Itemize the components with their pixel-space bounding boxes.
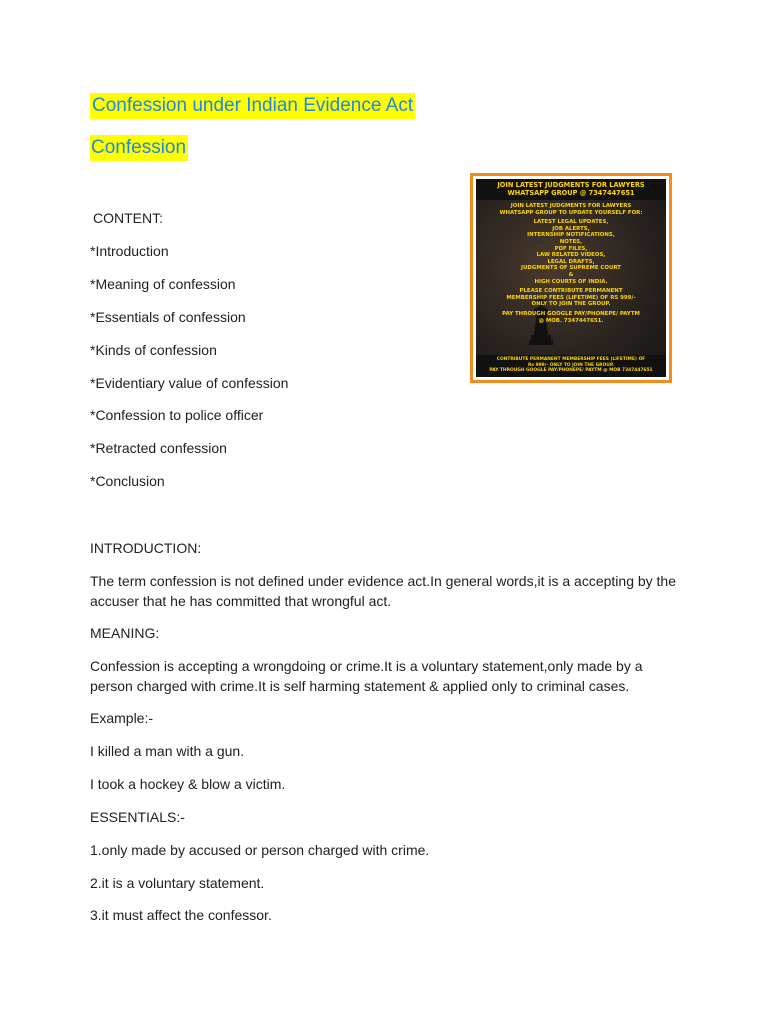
section-title: Confession [90, 135, 188, 161]
ad-line: PLEASE CONTRIBUTE PERMANENT [519, 288, 623, 295]
content-item: *Retracted confession [90, 440, 227, 456]
content-item: *Meaning of confession [90, 276, 236, 292]
ad-header-line: WHATSAPP GROUP @ 7347447651 [507, 189, 635, 197]
example-heading: Example:- [90, 710, 154, 726]
ad-line: @ MOB. 7347447651. [538, 317, 604, 324]
ad-line: LATEST LEGAL UPDATES, [533, 219, 609, 226]
essentials-item: 2.it is a voluntary statement. [90, 875, 265, 891]
essentials-heading: ESSENTIALS:- [90, 809, 185, 825]
ad-line: PAY THROUGH GOOGLE PAY/PHONEPE/ PAYTM [502, 310, 640, 317]
content-item: *Essentials of confession [90, 309, 246, 325]
ad-footer-line: PAY THROUGH GOOGLE PAY/PHONEPE/ PAYTM @ MOB 7347447651 [489, 368, 653, 374]
ad-line: LAW RELATED VIDEOS, [536, 252, 606, 259]
document-title: Confession under Indian Evidence Act [90, 93, 415, 119]
whatsapp-group-ad [470, 173, 672, 383]
ad-line: NOTES, [559, 238, 583, 245]
ad-line: & [568, 271, 574, 278]
essentials-item: 3.it must affect the confessor. [90, 907, 272, 923]
ad-line: LEGAL DRAFTS, [547, 258, 595, 265]
ad-line: HIGH COURTS OF INDIA. [534, 278, 608, 285]
content-item: *Confession to police officer [90, 407, 264, 423]
example-line: I killed a man with a gun. [90, 743, 245, 759]
ad-line: WHATSAPP GROUP TO UPDATE YOURSELF FOR: [499, 209, 643, 216]
content-item: *Kinds of confession [90, 342, 217, 358]
ad-footer-line: Rs 999/- ONLY TO JOIN THE GROUP. [528, 362, 614, 368]
example-line: I took a hockey & blow a victim. [90, 776, 286, 792]
content-heading: CONTENT: [93, 210, 163, 226]
ad-body [476, 200, 666, 324]
ad-line: JOIN LATEST JUDGMENTS FOR LAWYERS [510, 203, 632, 209]
ad-line: ONLY TO JOIN THE GROUP. [531, 301, 611, 308]
ad-line: JOB ALERTS, [552, 225, 590, 232]
meaning-text: Confession is accepting a wrongdoing or crime.It is a voluntary statement,only made by a person charged with crime.It is self harming statement & applied only to criminal cases. [90, 658, 643, 694]
introduction-heading: INTRODUCTION: [90, 540, 202, 556]
content-item: *Introduction [90, 243, 169, 259]
meaning-heading: MEANING: [90, 625, 160, 641]
ad-header [476, 179, 666, 200]
content-item: *Conclusion [90, 473, 165, 489]
ad-poster [476, 179, 666, 377]
ad-footer [476, 355, 666, 377]
essentials-item: 1.only made by accused or person charged with crime. [90, 842, 430, 858]
ad-header-line: JOIN LATEST JUDGMENTS FOR LAWYERS [497, 181, 645, 189]
content-item: *Evidentiary value of confession [90, 375, 289, 391]
ad-line: JUDGMENTS OF SUPREME COURT [521, 265, 621, 272]
ad-line: PDF FILES, [554, 245, 588, 252]
ad-footer-line: CONTRIBUTE PERMANENT MEMBERSHIP FEES (LIFETIME) OF [496, 357, 646, 363]
ad-line: INTERNSHIP NOTIFICATIONS, [527, 232, 615, 239]
introduction-text: The term confession is not defined under evidence act.In general words,it is a accepting by the accuser that he has committed that wrongful act. [90, 573, 677, 609]
ad-line: MEMBERSHIP FEES (LIFETIME) OF RS 999/- [506, 294, 636, 301]
